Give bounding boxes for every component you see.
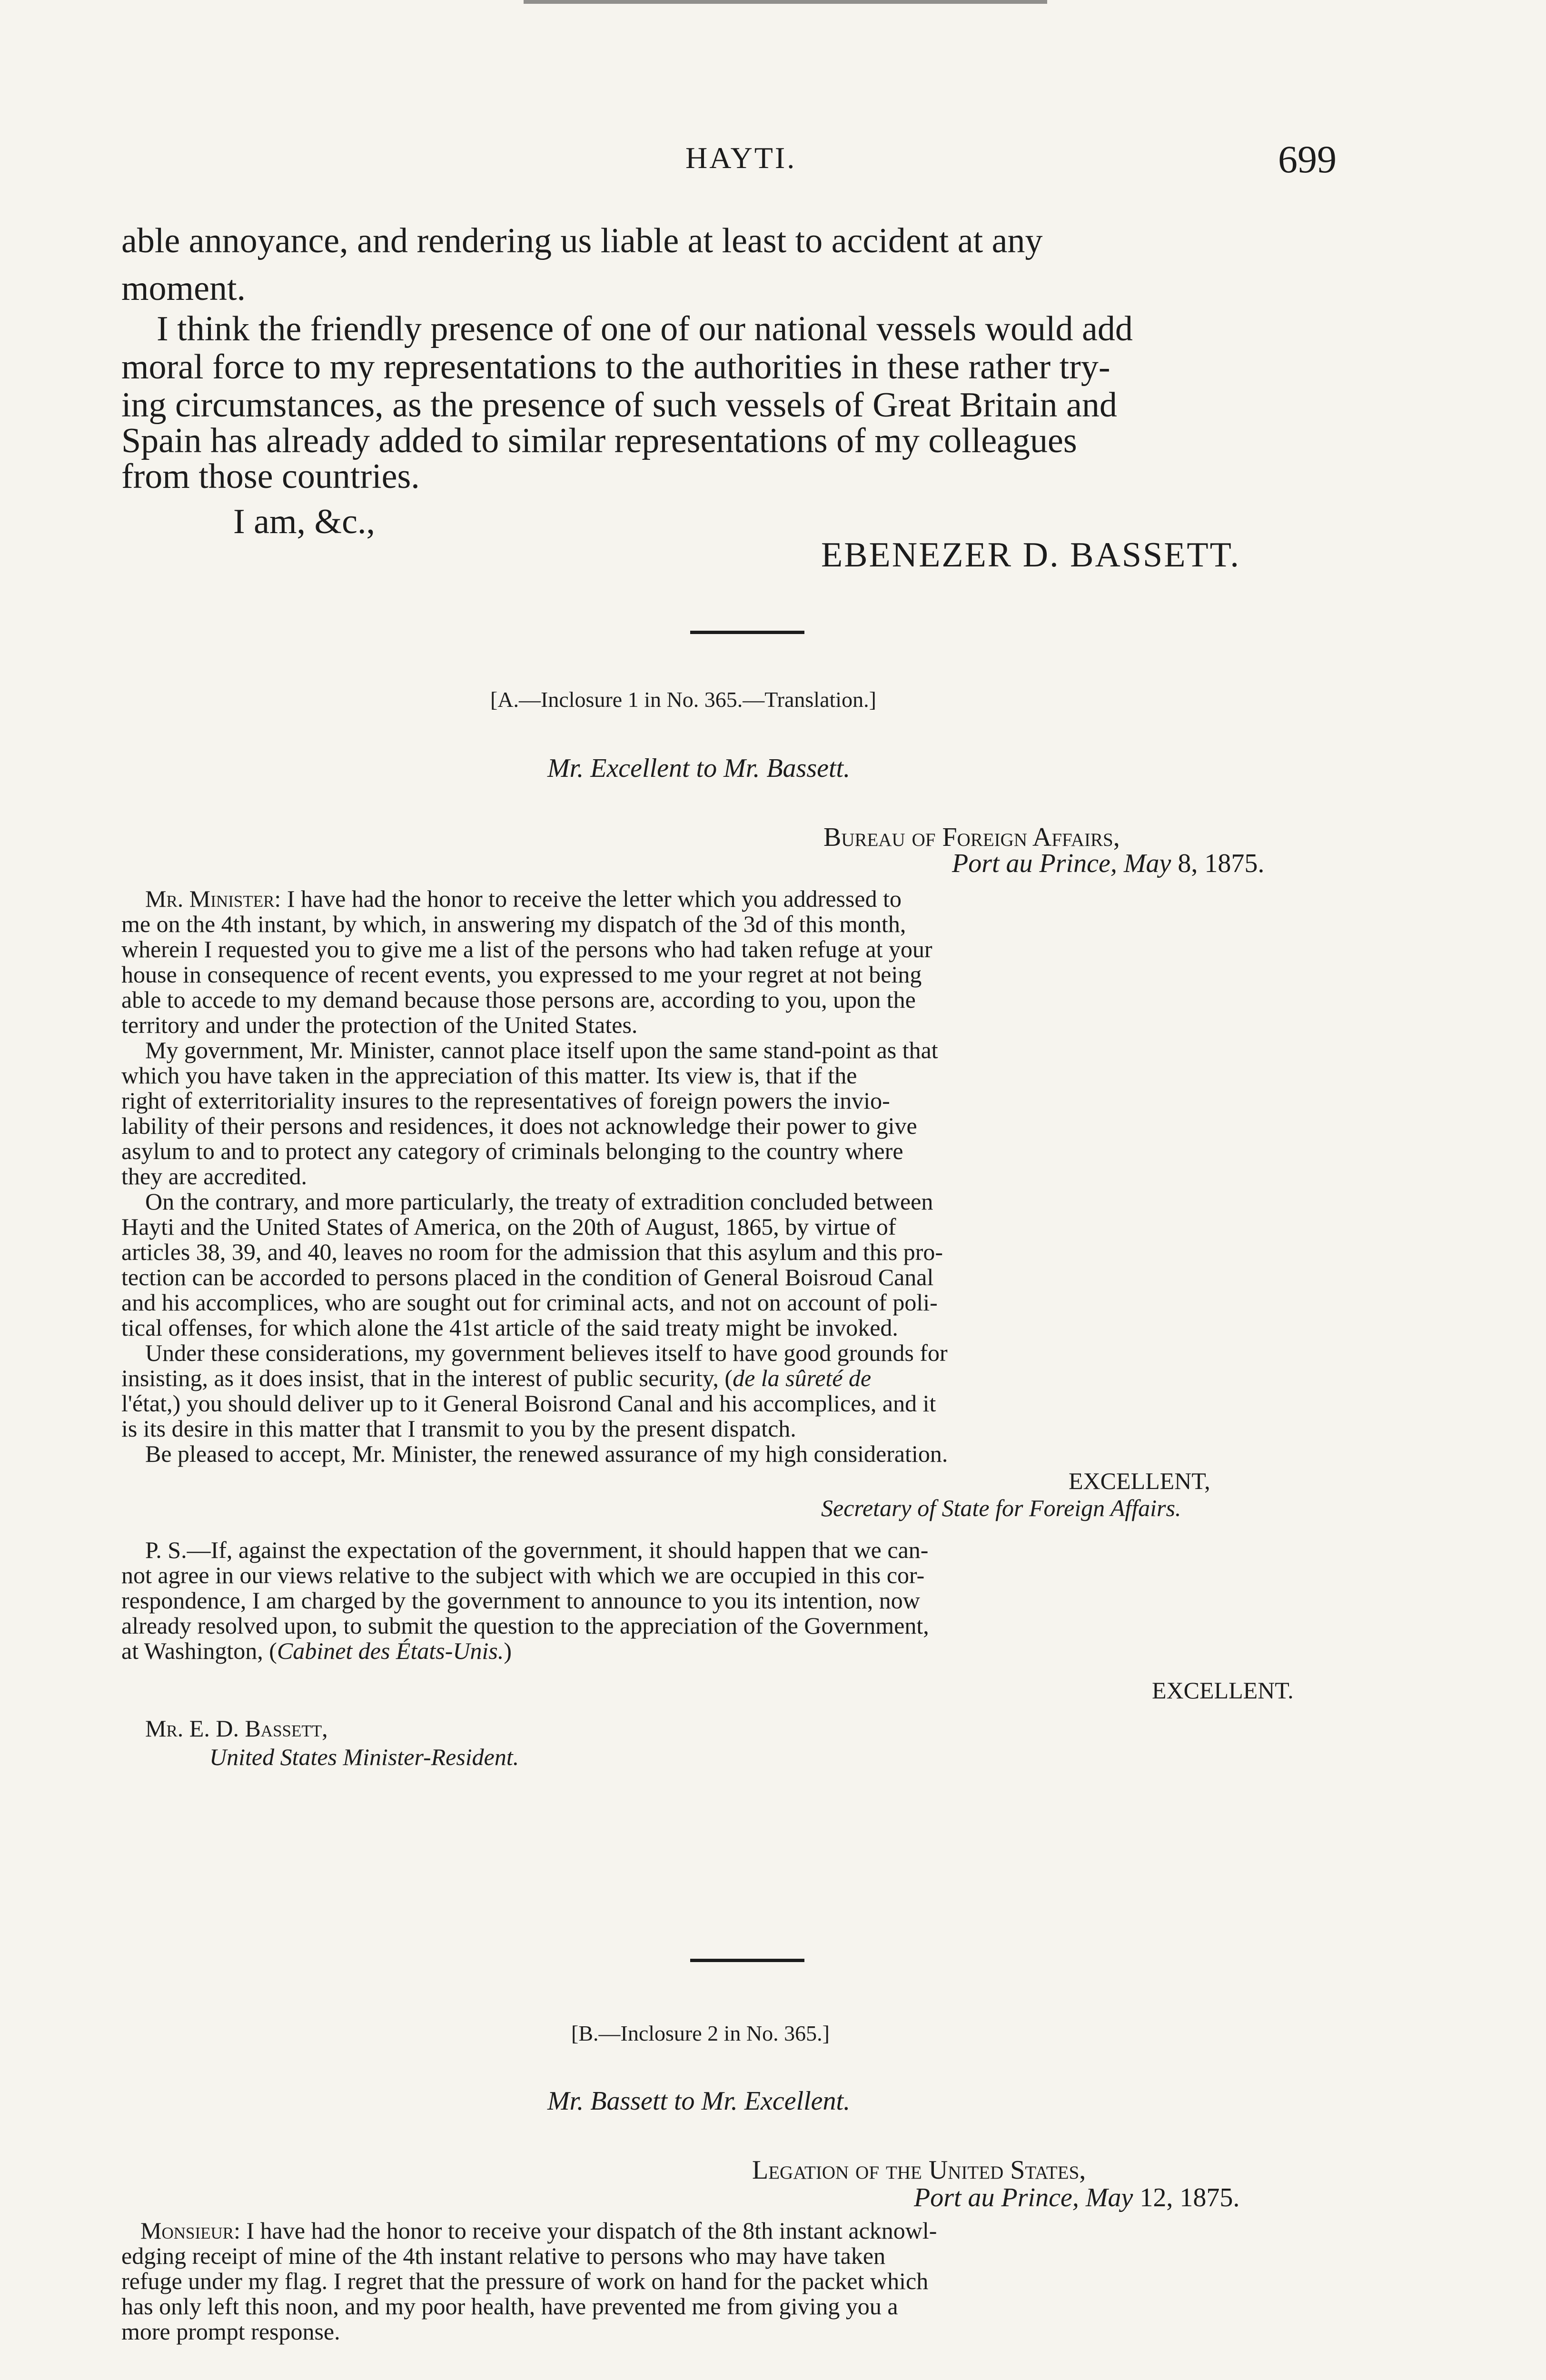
continuation-line: I think the friendly presence of one of our national vessels would add <box>121 309 1133 348</box>
letter-place: Bureau of Foreign Affairs, <box>823 823 1120 852</box>
signature: EBENEZER D. BASSETT. <box>821 536 1240 575</box>
body-line: has only left this noon, and my poor health, have prevented me from giving you a <box>121 2293 898 2320</box>
postscript-line: at Washington, (Cabinet des États-Unis.) <box>121 1637 512 1664</box>
body-line: edging receipt of mine of the 4th instant relative to persons who may have taken <box>121 2242 886 2269</box>
body-line: On the contrary, and more particularly, the treaty of extradition concluded between <box>121 1188 933 1215</box>
letter-title: Mr. Excellent to Mr. Bassett. <box>547 754 851 783</box>
body-line: right of exterritoriality insures to the representatives of foreign powers the invio- <box>121 1087 890 1114</box>
postscript-signature: EXCELLENT. <box>1152 1677 1294 1704</box>
postscript-line: P. S.—If, against the expectation of the government, it should happen that we can- <box>121 1537 929 1563</box>
signature: EXCELLENT, <box>1069 1468 1210 1494</box>
closing-phrase: I am, &c., <box>233 502 375 541</box>
section-divider <box>690 1959 804 1962</box>
letter-date: Port au Prince, May 12, 1875. <box>914 2183 1240 2212</box>
body-line: is its desire in this matter that I transmit to you by the present dispatch. <box>121 1415 796 1442</box>
body-line: Under these considerations, my government believes itself to have good grounds for <box>121 1339 948 1366</box>
body-line: tical offenses, for which alone the 41st article of the said treaty might be invoked. <box>121 1314 898 1341</box>
continuation-line: able annoyance, and rendering us liable at least to accident at any <box>121 221 1043 260</box>
letter-place: Legation of the United States, <box>752 2155 1086 2185</box>
continuation-line: from those countries. <box>121 457 420 496</box>
signature-title: Secretary of State for Foreign Affairs. <box>821 1495 1181 1521</box>
body-line: Monsieur: I have had the honor to receive your dispatch of the 8th instant acknowl- <box>140 2217 937 2244</box>
body-line: refuge under my flag. I regret that the pressure of work on hand for the packet which <box>121 2268 929 2294</box>
body-line: My government, Mr. Minister, cannot place itself upon the same stand-point as that <box>121 1037 938 1063</box>
page-number: 699 <box>1278 138 1337 181</box>
salutation: Monsieur <box>140 2217 234 2244</box>
body-line: asylum to and to protect any category of criminals belonging to the country where <box>121 1138 903 1164</box>
body-line: me on the 4th instant, by which, in answering my dispatch of the 3d of this month, <box>121 911 906 937</box>
postscript-line: respondence, I am charged by the government to announce to you its intention, now <box>121 1587 920 1614</box>
body-line: more prompt response. <box>121 2318 340 2345</box>
body-line: Hayti and the United States of America, on the 20th of August, 1865, by virtue of <box>121 1213 896 1240</box>
italic-phrase: de la sûreté de <box>733 1365 872 1391</box>
salutation: Mr. Minister <box>145 885 275 912</box>
body-line: l'état,) you should deliver up to it General Boisrond Canal and his accomplices, and it <box>121 1390 936 1417</box>
body-line: house in consequence of recent events, you expressed to me your regret at not being <box>121 961 922 988</box>
postscript-line: already resolved upon, to submit the question to the appreciation of the Government, <box>121 1612 929 1639</box>
body-line: insisting, as it does insist, that in the interest of public security, (de la sûreté de <box>121 1365 872 1391</box>
letter-date: Port au Prince, May 8, 1875. <box>952 849 1265 878</box>
continuation-line: Spain has already added to similar representations of my colleagues <box>121 421 1077 460</box>
addressee-title: United States Minister-Resident. <box>209 1744 519 1770</box>
body-line: Mr. Minister: I have had the honor to receive the letter which you addressed to <box>145 885 902 912</box>
body-line: Be pleased to accept, Mr. Minister, the renewed assurance of my high consideration. <box>121 1440 948 1467</box>
body-line: able to accede to my demand because those persons are, according to you, upon the <box>121 986 916 1013</box>
body-line: territory and under the protection of the United States. <box>121 1012 638 1038</box>
inclosure-caption: [A.—Inclosure 1 in No. 365.—Translation.] <box>490 687 876 712</box>
body-line: and his accomplices, who are sought out for criminal acts, and not on account of poli- <box>121 1289 938 1316</box>
body-line: tection can be accorded to persons placed in the condition of General Boisroud Canal <box>121 1264 934 1290</box>
inclosure-caption: [B.—Inclosure 2 in No. 365.] <box>571 2021 830 2045</box>
top-edge-artifact <box>524 0 1047 4</box>
body-line: they are accredited. <box>121 1163 307 1190</box>
continuation-line: moment. <box>121 269 246 308</box>
letter-title: Mr. Bassett to Mr. Excellent. <box>547 2086 851 2116</box>
body-line: lability of their persons and residences, it does not acknowledge their power to give <box>121 1112 917 1139</box>
addressee-name: Mr. E. D. Bassett, <box>145 1715 328 1742</box>
section-divider <box>690 631 804 634</box>
body-line: wherein I requested you to give me a list of the persons who had taken refuge at your <box>121 936 932 962</box>
continuation-line: ing circumstances, as the presence of such vessels of Great Britain and <box>121 386 1117 425</box>
postscript-line: not agree in our views relative to the subject with which we are occupied in this cor- <box>121 1562 925 1588</box>
body-line: articles 38, 39, and 40, leaves no room for the admission that this asylum and this pro- <box>121 1239 943 1265</box>
running-head: HAYTI. <box>685 141 797 175</box>
body-line: which you have taken in the appreciation of this matter. Its view is, that if the <box>121 1062 857 1089</box>
continuation-line: moral force to my representations to the authorities in these rather try- <box>121 347 1110 387</box>
